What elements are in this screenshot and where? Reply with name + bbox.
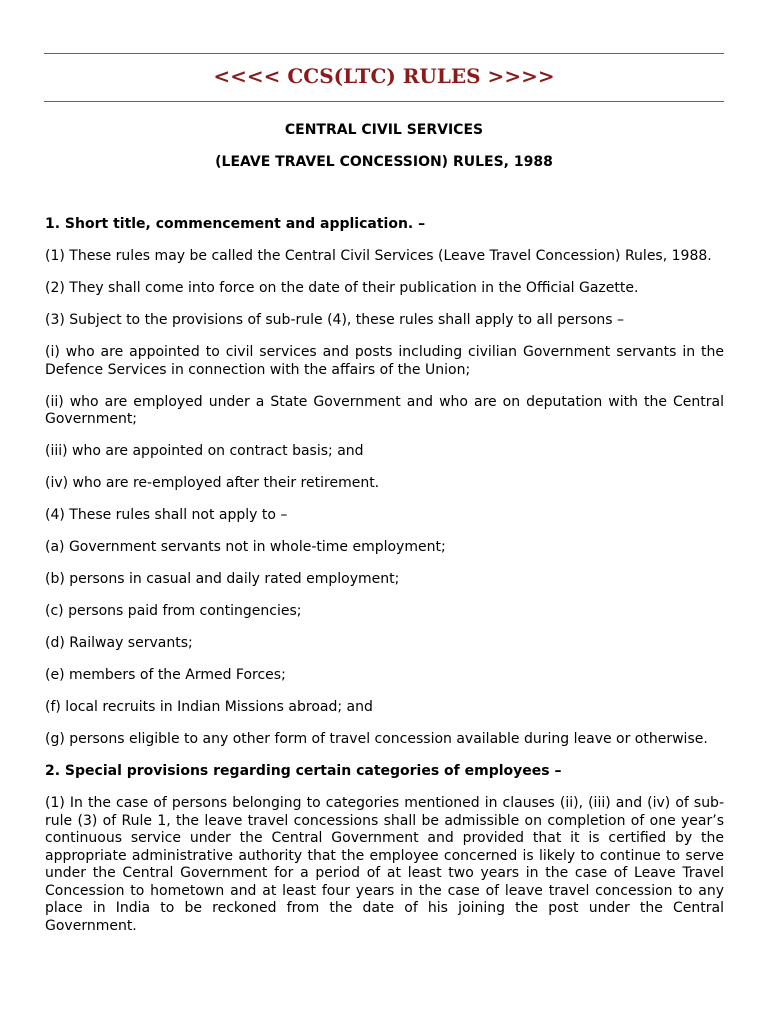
rule1-clause: (i) who are appointed to civil services and posts including civilian Government servants in the Defence Services in connection with the affairs of the Union;	[45, 344, 724, 378]
rule1-paragraph: (3) Subject to the provisions of sub-rule (4), these rules shall apply to all persons –	[45, 312, 625, 328]
top-divider	[44, 53, 724, 54]
rule1-clause: (a) Government servants not in whole-time employment;	[45, 539, 446, 555]
rule1-clause: (ii) who are employed under a State Government and who are on deputation with the Central Government;	[45, 393, 724, 427]
rule2-heading: 2. Special provisions regarding certain categories of employees –	[45, 763, 562, 779]
document-body	[45, 216, 724, 950]
rule1-clause: (b) persons in casual and daily rated employment;	[45, 571, 400, 587]
rule1-clause: (iii) who are appointed on contract basis; and	[45, 443, 364, 459]
bottom-divider	[44, 101, 724, 102]
rule1-clause: (e) members of the Armed Forces;	[45, 667, 286, 683]
rule1-heading: 1. Short title, commencement and application. –	[45, 216, 426, 232]
rule1-clause: (g) persons eligible to any other form of travel concession available during leave or otherwise.	[45, 731, 708, 747]
rule1-paragraph: (2) They shall come into force on the date of their publication in the Official Gazette.	[45, 280, 639, 296]
rule1-paragraph: (4) These rules shall not apply to –	[45, 507, 288, 523]
document-title-line2: (LEAVE TRAVEL CONCESSION) RULES, 1988	[215, 154, 553, 170]
rule1-clause: (c) persons paid from contingencies;	[45, 603, 302, 619]
document-title-line1: CENTRAL CIVIL SERVICES	[284, 122, 484, 138]
document-banner: <<<< CCS(LTC) RULES >>>>	[213, 64, 555, 88]
rule1-paragraph: (1) These rules may be called the Central Civil Services (Leave Travel Concession) Rules, 1988.	[45, 248, 712, 264]
rule1-clause: (iv) who are re-employed after their retirement.	[45, 475, 380, 491]
rule1-clause: (d) Railway servants;	[45, 635, 193, 651]
rule1-clause: (f) local recruits in Indian Missions abroad; and	[45, 699, 373, 715]
rule2-paragraph: (1) In the case of persons belonging to categories mentioned in clauses (ii), (iii) and (iv) of sub-rule (3) of Rule 1, the leave travel concessions shall be admissible on completion of one year’s continuous service under the Central Government and provided that it is certified by the appropriate administrative authority that the employee concerned is likely to continue to serve under the Central Government for a period of at least two years in the case of Leave Travel Concession to hometown and at least four years in the case of leave travel concession to any place in India to be reckoned from the date of his joining the post under the Central Government.	[45, 795, 724, 934]
